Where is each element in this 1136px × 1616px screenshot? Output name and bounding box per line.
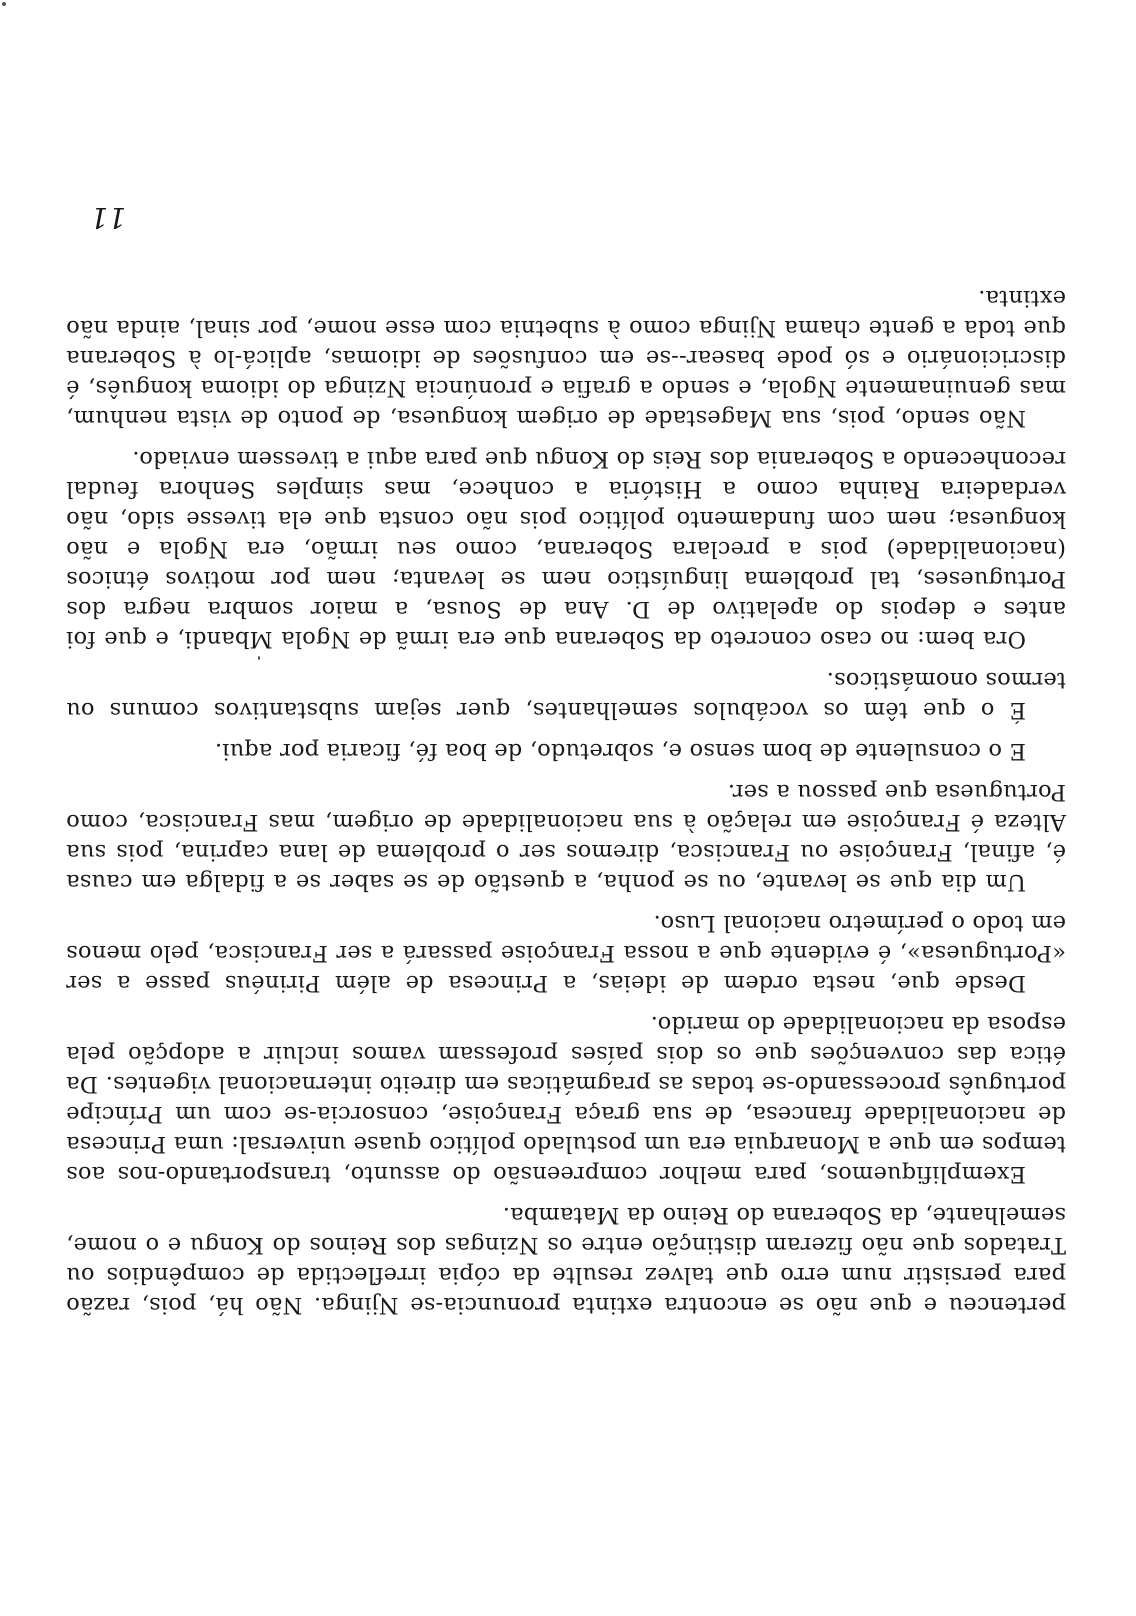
paragraph-6: É o que têm os vocábulos semelhantes, quer sejam substantivos comuns ou termos onomásticos. bbox=[66, 667, 1066, 723]
paragraph-8: Não sendo, pois, sua Magestade de origem konguesa, de ponto de vista nenhum, mas genuinamente Ngola, e sendo a grafia e pronúncia Nzinga do idioma konguês, é discricionário e só pode basear--se em confusões de idiomas, aplicá-lo à Soberana que toda a gente chama Njinga como à subetnia com esse nome, por sinal, ainda não extinta. bbox=[66, 285, 1066, 431]
paragraph-7: Ora bem: no caso concreto da Soberana que era irmã de Ngola Mbandi, e que foi antes e depois do apelativo de D. Ana de Sousa, a maior sombra negra dos Portugueses, tal problema linguístico nem se levanta; nem por motivos étnicos (nacionalidade) pois a preclara Soberana, como seu irmão, era Ngola e não konguesa; nem com fundamento político pois não consta que ela tivesse sido, não verdadeira Rainha como a História a conhece, mas simples Senhora feudal reconhecendo a Soberania dos Reis do Kongu que para aqui a tivessem enviado. bbox=[66, 446, 1066, 652]
paragraph-1: pertenceu e que não se encontra extinta pronuncia-se Njinga. Não há, pois, razão para persistir num erro que talvez resulte da cópia irreflectida de compêndios ou Tratados que não fizeram distinção entre os Nzingas dos Reinos do Kongu e o nome, semelhante, da Soberana do Reino da Matamba. bbox=[66, 1202, 1066, 1318]
scan-speck bbox=[258, 656, 260, 660]
paragraph-5: E o consulente de bom senso e, sobretudo, de boa fé, ficaria por aqui. bbox=[214, 738, 1026, 764]
paragraph-3: Desde que, nesta ordem de ideias, a Princesa de além Pirinéus passe a ser «Portuguesa», é evidente que a nossa Françoise passará a ser Francisca, pelo menos em todo o perímetro nacional Luso. bbox=[66, 910, 1066, 996]
body-text bbox=[66, 272, 1066, 1320]
paragraph-4: Um dia que se levante, ou se ponha, a questão de se saber se a fidalga em causa é, afinal, Françoise ou Francisca, diremos ser o problema de lana caprina, pois sua Alteza é Françoise em relação à sua nacionalidade de origem, mas Francisca, como Portuguesa que passou a ser. bbox=[66, 779, 1066, 895]
page-number: 11 bbox=[90, 201, 126, 234]
paragraph-2: Exemplifiquemos, para melhor compreensão do assunto, transportando-nos aos tempos em que a Monarquia era um postulado político quase universal: uma Princesa de nacionalidade francesa, de sua graça Françoise, consorcia-se com um Príncipe português processando-se todas as pragmáticas em direito internacional vigentes. Da ética das convenções que os dois países professam vamos incluir a adopção pela esposa da nacionalidade do marido. bbox=[66, 1011, 1066, 1187]
scan-speck bbox=[2, 2, 6, 6]
